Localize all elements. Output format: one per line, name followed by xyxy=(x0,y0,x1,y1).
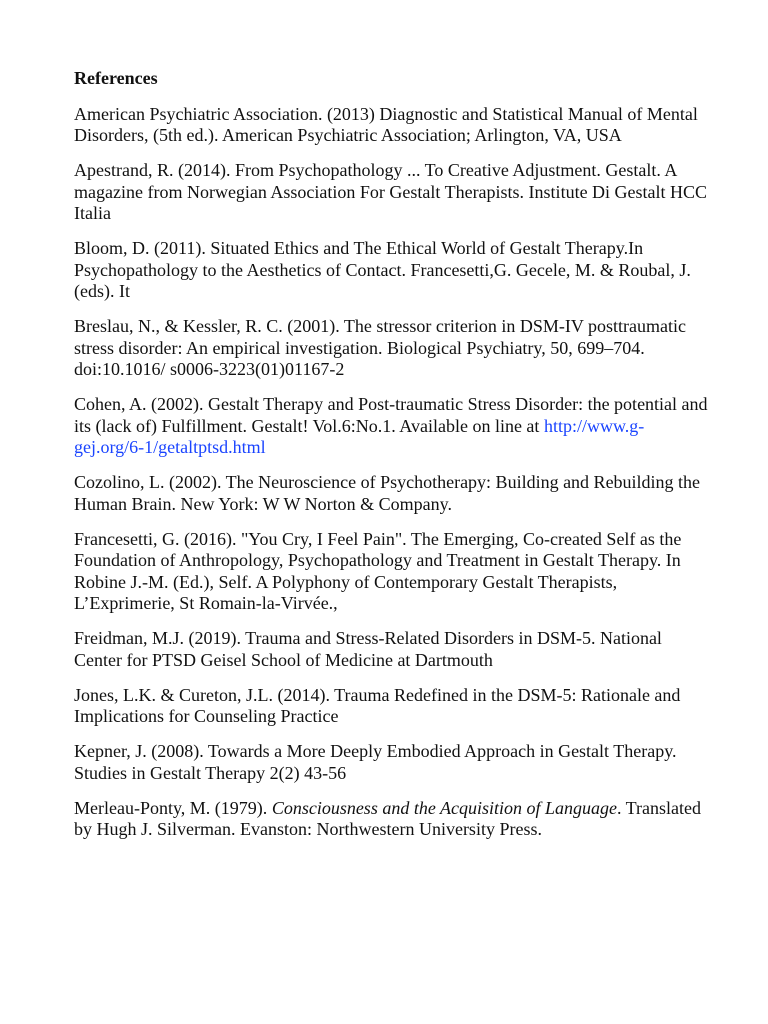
reference-francesetti-2016: Francesetti, G. (2016). "You Cry, I Feel Pain". The Emerging, Co-created Self as the Foundation of Anthropology, Psychopathology and Treatment in Gestalt Therapy. In Robine J.-M. (Ed.), Self. A Polyphony of Contemporary Gestalt Therapists, L’Exprimerie, St Romain-la-Virvée., xyxy=(74,528,682,613)
reference-breslau-2001: Breslau, N., & Kessler, R. C. (2001). The stressor criterion in DSM-IV posttraumatic stress disorder: An empirical investigation. Biological Psychiatry, 50, 699–704. doi:10.1016/ s0006-3223(01)01167-2 xyxy=(74,316,687,379)
reference-apestrand-2014: Apestrand, R. (2014). From Psychopathology ... To Creative Adjustment. Gestalt. A magazine from Norwegian Association For Gestalt Therapists. Institute Di Gestalt HCC Italia xyxy=(74,160,708,223)
reference-cohen-2002 xyxy=(74,394,714,459)
reference-text: . Translated by Hugh J. Silverman. Evanston: Northwestern University Press. xyxy=(74,797,701,839)
references-page xyxy=(74,68,714,854)
reference-text: Cohen, A. (2002). Gestalt Therapy and Post-traumatic Stress Disorder: the potential and its (lack of) Fulfillment. Gestalt! Vol.6:No.1. Available on line at xyxy=(74,394,708,436)
reference-italic-title: Consciousness and the Acquisition of Language xyxy=(271,797,617,818)
reference-jones-2014: Jones, L.K. & Cureton, J.L. (2014). Trauma Redefined in the DSM-5: Rationale and Implications for Counseling Practice xyxy=(74,684,681,726)
reference-merleau-ponty-1979 xyxy=(74,798,714,841)
page-title: References xyxy=(74,68,158,88)
reference-link[interactable]: http://www.g-gej.org/6-1/getaltptsd.html xyxy=(74,415,645,457)
reference-kepner-2008: Kepner, J. (2008). Towards a More Deeply Embodied Approach in Gestalt Therapy. Studies in Gestalt Therapy 2(2) 43-56 xyxy=(74,741,677,783)
reference-freidman-2019: Freidman, M.J. (2019). Trauma and Stress-Related Disorders in DSM-5. National Center for PTSD Geisel School of Medicine at Dartmouth xyxy=(74,628,662,670)
reference-cozolino-2002: Cozolino, L. (2002). The Neuroscience of Psychotherapy: Building and Rebuilding the Human Brain. New York: W W Norton & Company. xyxy=(74,472,701,514)
reference-bloom-2011: Bloom, D. (2011). Situated Ethics and The Ethical World of Gestalt Therapy.In Psychopathology to the Aesthetics of Contact. Francesetti,G. Gecele, M. & Roubal, J.(eds). It xyxy=(74,238,691,301)
reference-text: Merleau-Ponty, M. (1979). xyxy=(74,797,272,818)
reference-apa-2013: American Psychiatric Association. (2013) Diagnostic and Statistical Manual of Mental Disorders, (5th ed.). American Psychiatric Association; Arlington, VA, USA xyxy=(74,103,698,145)
